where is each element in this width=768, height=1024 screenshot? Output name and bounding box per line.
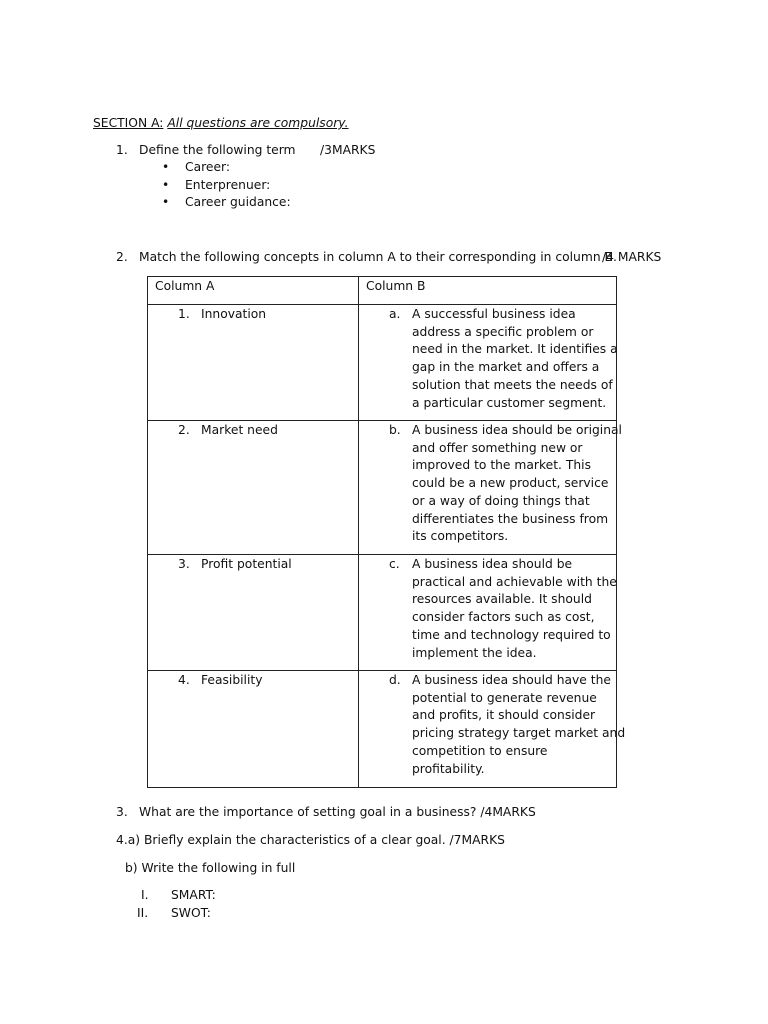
column-b-cell <box>359 421 622 555</box>
definition-line: address a specific problem or <box>412 324 594 339</box>
question-1-text: Define the following term <box>139 143 296 157</box>
concept-text: Market need <box>201 423 278 437</box>
column-a-cell <box>148 555 359 671</box>
question-3-text: What are the importance of setting goal in a business? /4MARKS <box>139 805 536 819</box>
table-row <box>148 555 617 671</box>
definition-line: competition to ensure <box>412 743 548 758</box>
bullet-icon: • <box>162 195 170 209</box>
column-b-header: Column B <box>359 277 617 305</box>
column-b-cell <box>359 671 626 788</box>
column-a-cell <box>148 671 359 788</box>
bullet-icon: • <box>162 178 170 192</box>
column-b-cell <box>359 555 617 671</box>
definition-line: solution that meets the needs of <box>412 377 613 392</box>
concept-number: 2. <box>178 423 190 437</box>
bullet-item: Career: <box>185 160 231 174</box>
definition-line: need in the market. It identifies a <box>412 342 618 357</box>
concept-number: 4. <box>178 673 190 687</box>
definition-line: profitability. <box>412 761 485 776</box>
definition-line: A successful business idea <box>412 307 576 321</box>
definition-line: its competitors. <box>412 529 509 544</box>
question-1-marks: /3MARKS <box>320 143 376 157</box>
table-row <box>148 421 617 555</box>
definition-line: could be a new product, service <box>412 476 609 491</box>
definition-line: potential to generate revenue <box>412 690 597 705</box>
table-row <box>148 305 617 421</box>
column-b-cell <box>359 305 617 421</box>
definition-letter: a. <box>389 307 401 321</box>
column-a-cell <box>148 421 359 555</box>
definition-text <box>412 672 625 778</box>
definition-letter: d. <box>389 673 401 687</box>
bullet-item: Career guidance: <box>185 195 291 209</box>
roman-numeral: II. <box>137 906 149 920</box>
definition-line: improved to the market. This <box>412 458 591 473</box>
definition-text <box>412 556 617 662</box>
table-row <box>148 671 617 788</box>
definition-line: a particular customer segment. <box>412 395 607 410</box>
abbreviation-item: SMART: <box>171 888 216 902</box>
definition-text <box>412 306 618 412</box>
concept-text: Innovation <box>201 307 267 321</box>
column-a-header: Column A <box>148 277 359 305</box>
question-1-number: 1. <box>116 143 128 157</box>
section-note: All questions are compulsory. <box>167 116 349 130</box>
concept-number: 3. <box>178 557 190 571</box>
definition-line: A business idea should be original <box>412 423 622 437</box>
question-2-text: Match the following concepts in column A to their corresponding in column B. <box>139 250 617 264</box>
definition-line: time and technology required to <box>412 627 611 642</box>
concept-number: 1. <box>178 307 190 321</box>
definition-letter: b. <box>389 423 401 437</box>
question-2-number: 2. <box>116 250 128 264</box>
matching-table <box>147 276 626 788</box>
definition-line: A business idea should have the <box>412 673 611 687</box>
definition-line: and offer something new or <box>412 440 583 455</box>
definition-line: pricing strategy target market and <box>412 726 626 741</box>
definition-line: consider factors such as cost, <box>412 610 595 625</box>
definition-line: and profits, it should consider <box>412 708 596 723</box>
question-4b-text: b) Write the following in full <box>125 861 296 875</box>
definition-line: resources available. It should <box>412 592 592 607</box>
abbreviation-item: SWOT: <box>171 906 211 920</box>
section-label: SECTION A: <box>93 116 164 130</box>
definition-line: A business idea should be <box>412 557 573 571</box>
definition-letter: c. <box>389 557 400 571</box>
bullet-item: Enterprenuer: <box>185 178 271 192</box>
column-a-cell <box>148 305 359 421</box>
concept-text: Profit potential <box>201 557 292 571</box>
definition-line: differentiates the business from <box>412 511 609 526</box>
definition-line: practical and achievable with the <box>412 574 617 589</box>
roman-numeral: I. <box>141 888 149 902</box>
question-2-marks: /4 MARKS <box>602 250 662 264</box>
bullet-icon: • <box>162 160 170 174</box>
definition-line: implement the idea. <box>412 645 537 660</box>
definition-line: or a way of doing things that <box>412 493 590 508</box>
question-4a-text: 4.a) Briefly explain the characteristics of a clear goal. /7MARKS <box>116 833 505 847</box>
section-heading <box>93 115 349 133</box>
concept-text: Feasibility <box>201 673 263 687</box>
table-header-row <box>148 277 617 305</box>
question-3-number: 3. <box>116 805 128 819</box>
definition-text <box>412 422 622 546</box>
definition-line: gap in the market and offers a <box>412 360 600 375</box>
